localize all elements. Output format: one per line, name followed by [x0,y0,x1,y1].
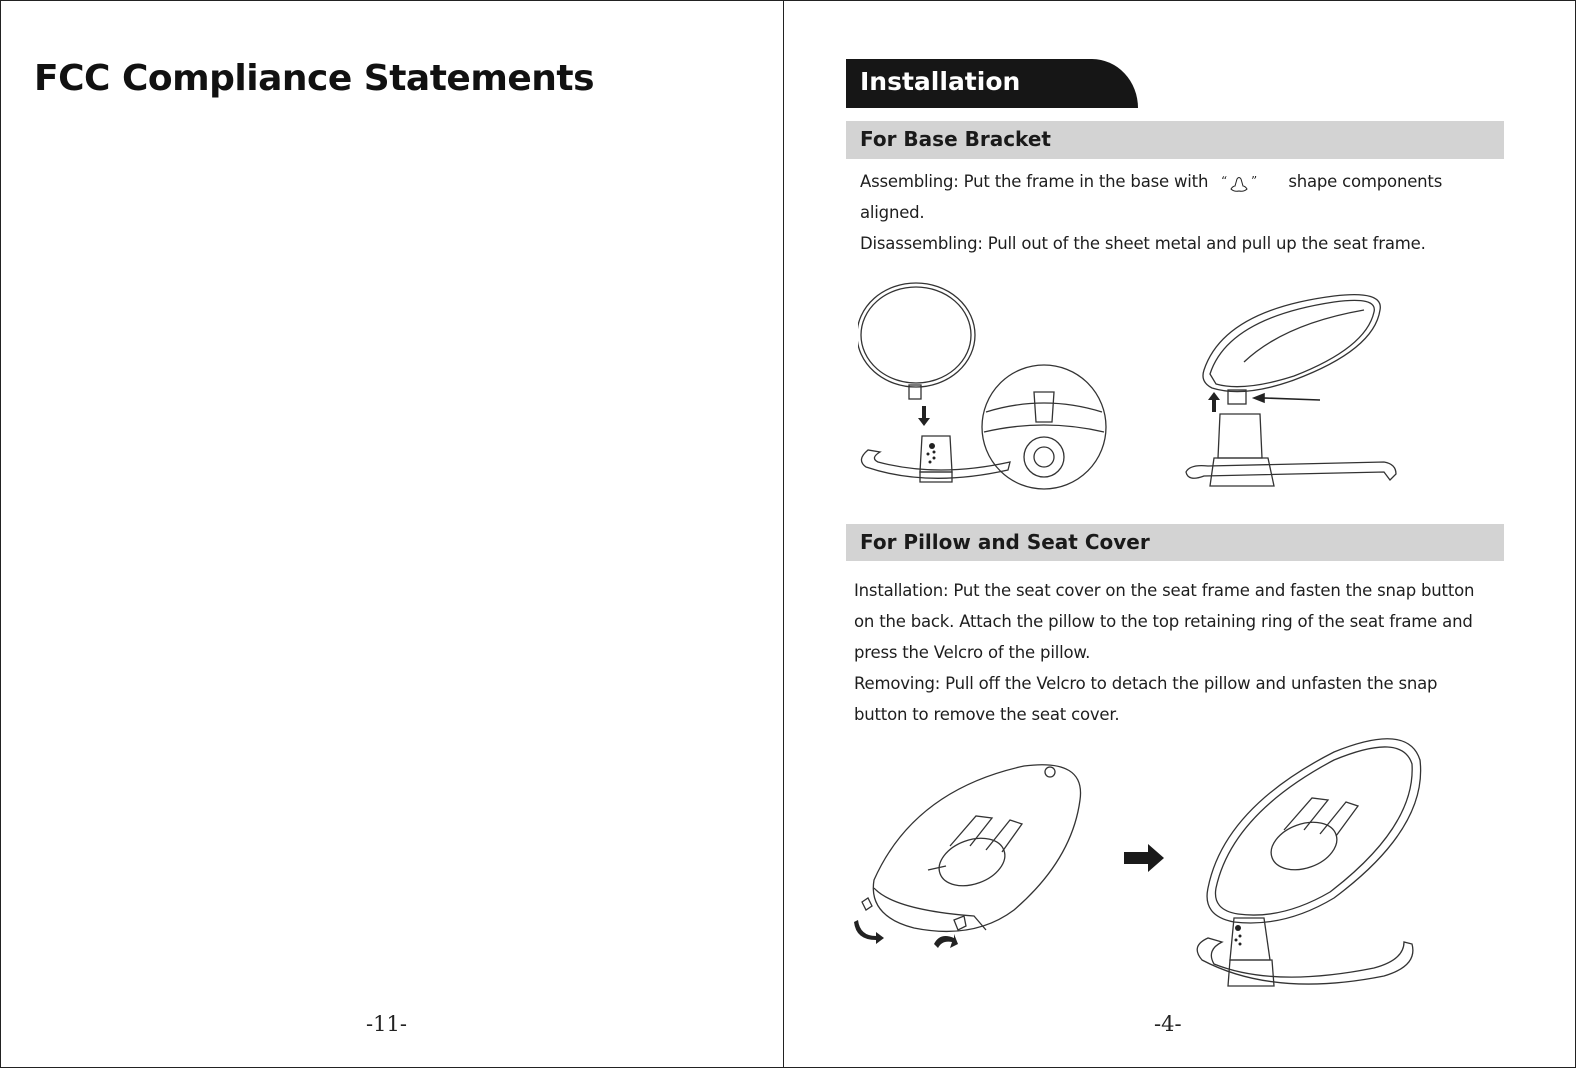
removing-line-2: button to remove the seat cover. [854,705,1120,724]
base-bracket-heading: For Base Bracket [846,121,1504,159]
assembling-line [860,166,1500,197]
base-bracket-text [860,166,1500,259]
assembling-after: shape components [1288,172,1443,191]
base-disassembly-illustration [1184,290,1404,490]
rotate-arrow-icon [854,920,884,944]
installation-tab: Installation [846,59,1138,108]
assembled-bouncer-illustration [1194,738,1434,996]
assembling-continued: aligned. [860,203,925,222]
quoted-bell-shape-icon [1217,173,1279,193]
left-page-number: -11- [366,1012,407,1036]
installation-line-1: Installation: Put the seat cover on the seat frame and fasten the snap button [854,581,1475,600]
left-page [0,0,783,1068]
svg-text:“: “ [1221,173,1228,188]
assembling-before: Assembling: Put the frame in the base with [860,172,1209,191]
fcc-title: FCC Compliance Statements [34,58,595,99]
pillow-seat-text [854,575,1504,730]
base-assembly-illustration [858,282,1128,497]
svg-text:”: ” [1251,173,1258,188]
removing-line-1: Removing: Pull off the Velcro to detach the pillow and unfasten the snap [854,674,1438,693]
right-page [784,0,1574,1068]
down-arrow-icon [918,406,930,426]
installation-line-2: on the back. Attach the pillow to the top retaining ring of the seat frame and [854,612,1473,631]
up-arrow-icon [1208,392,1220,412]
seat-cover-illustration [854,760,1094,960]
right-arrow-icon [1124,842,1168,874]
installation-line-3: press the Velcro of the pillow. [854,643,1091,662]
right-page-number: -4- [1154,1012,1182,1036]
disassembling-line: Disassembling: Pull out of the sheet metal and pull up the seat frame. [860,234,1426,253]
pillow-seat-heading: For Pillow and Seat Cover [846,524,1504,561]
